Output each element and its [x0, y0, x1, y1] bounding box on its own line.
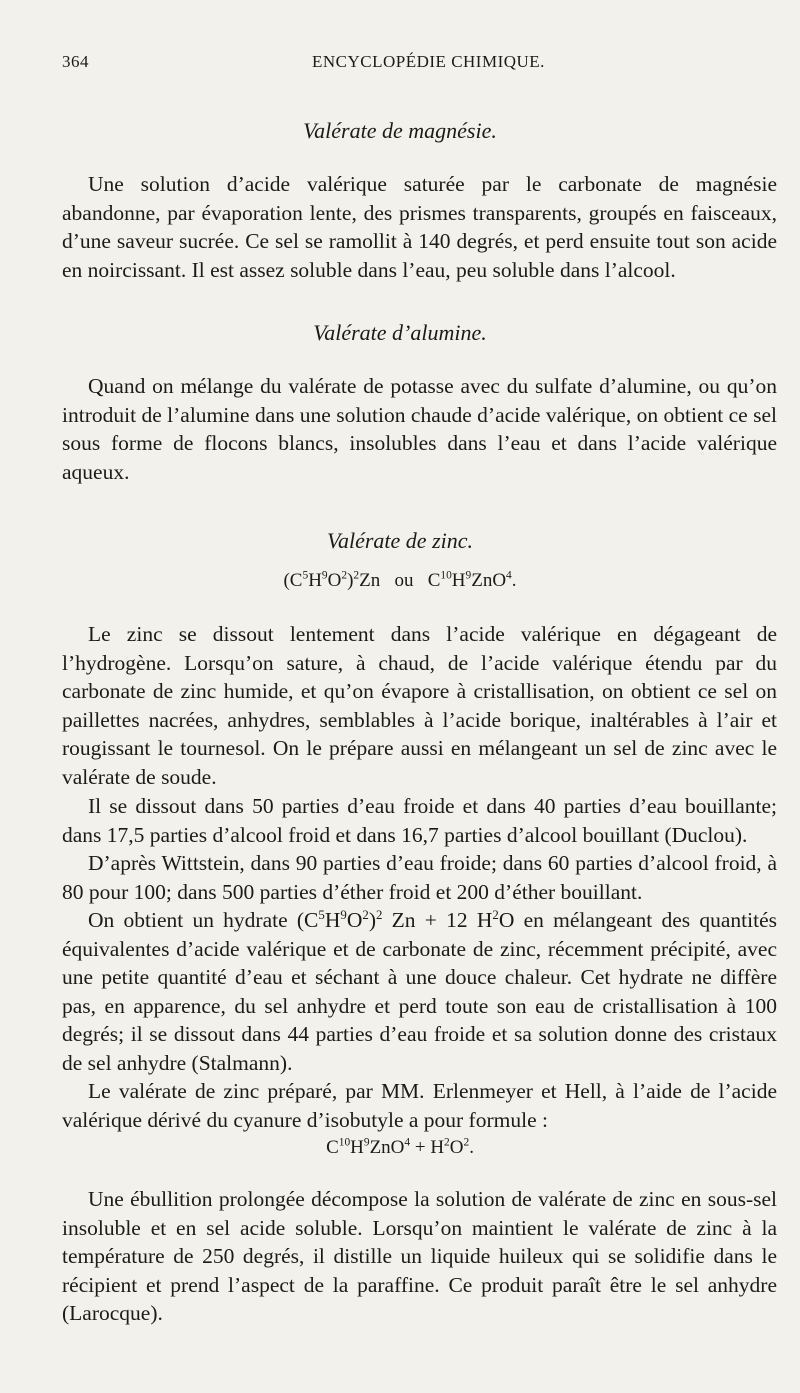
heading-valerate-magnesie: Valérate de magnésie. — [303, 118, 497, 143]
paragraph-zinc-4-end: en mélangeant des quantités équivalentes d’acide valérique et de carbonate de zinc, récemment précipité, avec une petite quantité d’eau et séchant à une douce chaleur. Cet hydrate ne diffère pas, en apparence, du sel anhydre et perd toute son eau de cristallisation à 100 degrés; il se dissout dans 44 parties d’eau froide et sa solution donne des cristaux de sel anhydre (Stalmann). — [62, 908, 777, 1075]
page-number: 364 — [62, 52, 89, 71]
paragraph-zinc-6: Une ébullition prolongée décompose la solution de valérate de zinc en sous-sel insoluble et en sel acide soluble. Lorsqu’on maintient le valérate de zinc à la température de 250 degrés, il distille un liquide huileux qui se solidifie dans le récipient et prend l’aspect de la paraffine. Ce produit paraît être le sel anhydre (Larocque). — [62, 1187, 777, 1325]
formula-erlenmeyer: $C^{10}H^9ZnO^4 + H^2O^2$. — [326, 1136, 474, 1158]
paragraph-zinc-4-start: On obtient un hydrate — [88, 908, 297, 932]
formula-conjunction: ou — [394, 570, 414, 591]
running-title: ENCYCLOPÉDIE CHIMIQUE. — [312, 52, 545, 71]
paragraph-zinc-1: Le zinc se dissout lentement dans l’acide valérique en dégageant de l’hydrogène. Lorsqu’on sature, à chaud, de l’acide valérique étendu par du carbonate de zinc humide, et qu’on évapore à cristallisation, on obtient ce sel on paillettes nacrées, anhydres, semblables à l’acide borique, inaltérables à l’air et rougissant le tournesol. On le prépare aussi en mélangeant un sel de zinc avec le valérate de soude. — [62, 622, 777, 789]
paragraph-alumine: Quand on mélange du valérate de potasse avec du sulfate d’alumine, ou qu’on introduit de l’alumine dans une solution chaude d’acide valérique, on obtient ce sel sous forme de flocons blancs, insolubles dans l’eau et dans l’acide valérique aqueux. — [62, 374, 777, 484]
formula-hydrate: $(C^5H^9O^2)^2$ Zn + 12 $H^2O$ — [296, 907, 515, 932]
paragraph-zinc-5: Le valérate de zinc préparé, par MM. Erlenmeyer et Hell, à l’aide de l’acide valérique dérivé du cyanure d’isobutyle a pour formule : — [62, 1079, 777, 1132]
paragraph-zinc-3: D’après Wittstein, dans 90 parties d’eau froide; dans 60 parties d’alcool froid, à 80 pour 100; dans 500 parties d’éther froid et 200 d’éther bouillant. — [62, 851, 777, 904]
paragraph-zinc-2: Il se dissout dans 50 parties d’eau froide et dans 40 parties d’eau bouillante; dans 17,5 parties d’alcool froid et dans 16,7 parties d’alcool bouillant (Duclou). — [62, 794, 777, 847]
formula-valerate-zinc: $(C^5H^9O^2)^2Zn$ ou $C^{10}H^9ZnO^4$. — [283, 569, 517, 591]
heading-valerate-zinc: Valérate de zinc. — [326, 528, 474, 553]
paragraph-magnesie: Une solution d’acide valérique saturée par le carbonate de magnésie abandonne, par évaporation lente, des prismes transparents, groupés en faisceaux, d’une saveur sucrée. Ce sel se ramollit à 140 degrés, et perd ensuite tout son acide en noircissant. Il est assez soluble dans l’eau, peu soluble dans l’alcool. — [62, 172, 777, 282]
paragraph-zinc-4 — [62, 906, 777, 1077]
heading-valerate-alumine: Valérate d’alumine. — [313, 320, 487, 345]
